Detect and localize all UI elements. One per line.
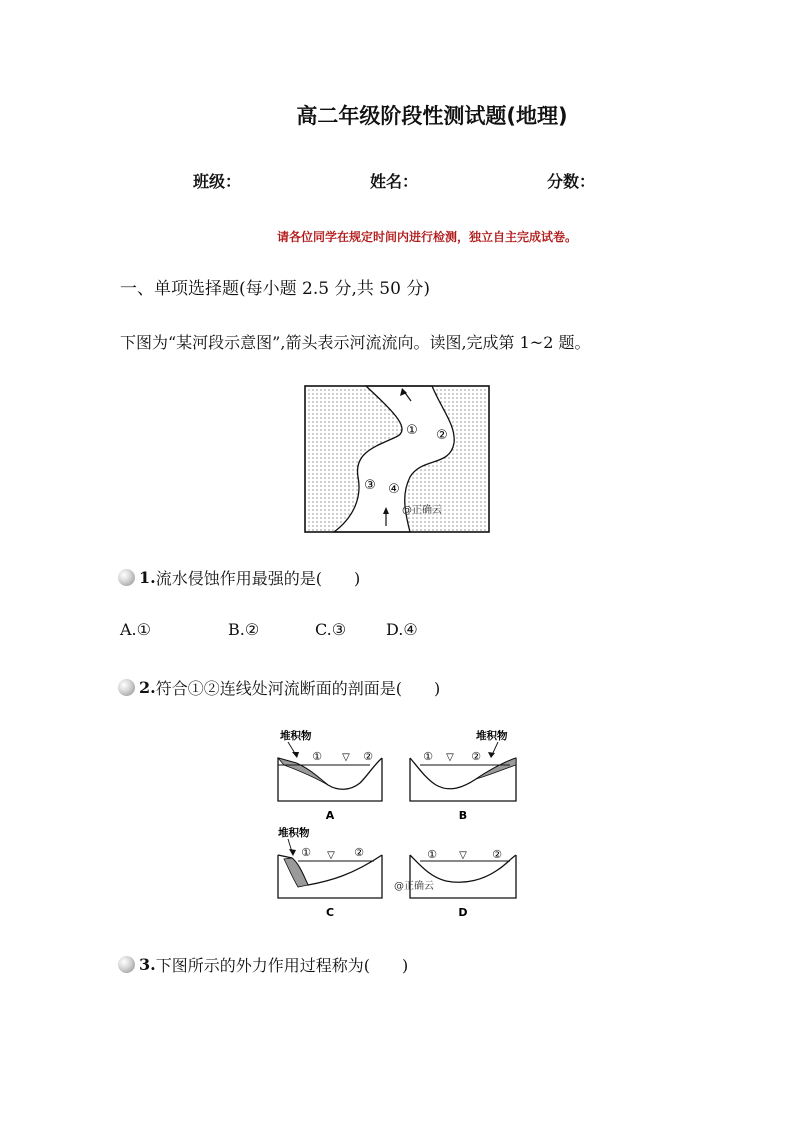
profile-panel-c [278, 826, 382, 919]
question-number: 2. [139, 678, 156, 697]
option-b[interactable]: B.② [228, 620, 260, 639]
mark-1: ① [406, 423, 418, 438]
panel-c-water-symbol: ▽ [327, 850, 335, 861]
panel-b-water-symbol: ▽ [446, 752, 454, 763]
profile-panel-a [278, 729, 382, 822]
option-a[interactable]: A.① [120, 620, 151, 639]
class-label: 班级： [193, 172, 242, 191]
cross-section-figure [270, 725, 530, 925]
question-bullet-icon [118, 956, 135, 973]
panel-a-mark-1: ① [312, 750, 322, 763]
panel-b-mark-1: ① [423, 750, 433, 763]
panel-b-mark-2: ② [471, 750, 481, 763]
mark-4: ④ [388, 482, 400, 497]
question-text: 下图所示的外力作用过程称为( ) [155, 956, 409, 975]
mark-2: ② [436, 428, 448, 443]
sediment-label-a: 堆积物 [280, 730, 312, 742]
panel-a-water-symbol: ▽ [342, 752, 350, 763]
page-title: 高二年级阶段性测试题(地理) [296, 104, 568, 128]
exam-notice: 请各位同学在规定时间内进行检测，独立自主完成试卷。 [276, 230, 577, 244]
option-d[interactable]: D.④ [386, 620, 418, 639]
panel-label-c: C [325, 906, 335, 919]
river-map-figure [304, 385, 490, 533]
option-c[interactable]: C.③ [315, 620, 347, 639]
mark-3: ③ [364, 478, 376, 493]
name-label: 姓名： [370, 172, 419, 191]
question-bullet-icon [118, 679, 135, 696]
section-title: 一、单项选择题(每小题 2.5 分,共 50 分) [120, 279, 430, 299]
score-label: 分数： [547, 172, 596, 191]
question-text: 符合①②连线处河流断面的剖面是( ) [155, 679, 441, 698]
question-number: 3. [139, 955, 156, 974]
watermark: @正确云 [402, 505, 442, 516]
panel-label-b: B [458, 809, 468, 822]
panel-c-mark-2: ② [354, 846, 364, 859]
question-text: 流水侵蚀作用最强的是( ) [155, 569, 361, 588]
panel-d-mark-1: ① [427, 848, 437, 861]
question-1 [118, 566, 360, 589]
panel-d-water-symbol: ▽ [459, 850, 467, 861]
intro-text: 下图为“某河段示意图”,箭头表示河流流向。读图,完成第 1~2 题。 [120, 333, 591, 352]
question-number: 1. [139, 568, 156, 587]
question-bullet-icon [118, 569, 135, 586]
question-3 [118, 953, 408, 976]
question-2 [118, 676, 440, 699]
panel-label-a: A [325, 809, 335, 822]
panel-a-mark-2: ② [363, 750, 373, 763]
sediment-label-c: 堆积物 [278, 827, 310, 839]
panel-c-mark-1: ① [301, 846, 311, 859]
watermark-2: @正确云 [394, 881, 434, 892]
profile-panel-b [410, 729, 516, 822]
panel-d-mark-2: ② [492, 848, 502, 861]
sediment-label-b: 堆积物 [476, 730, 508, 742]
panel-label-d: D [458, 906, 468, 919]
